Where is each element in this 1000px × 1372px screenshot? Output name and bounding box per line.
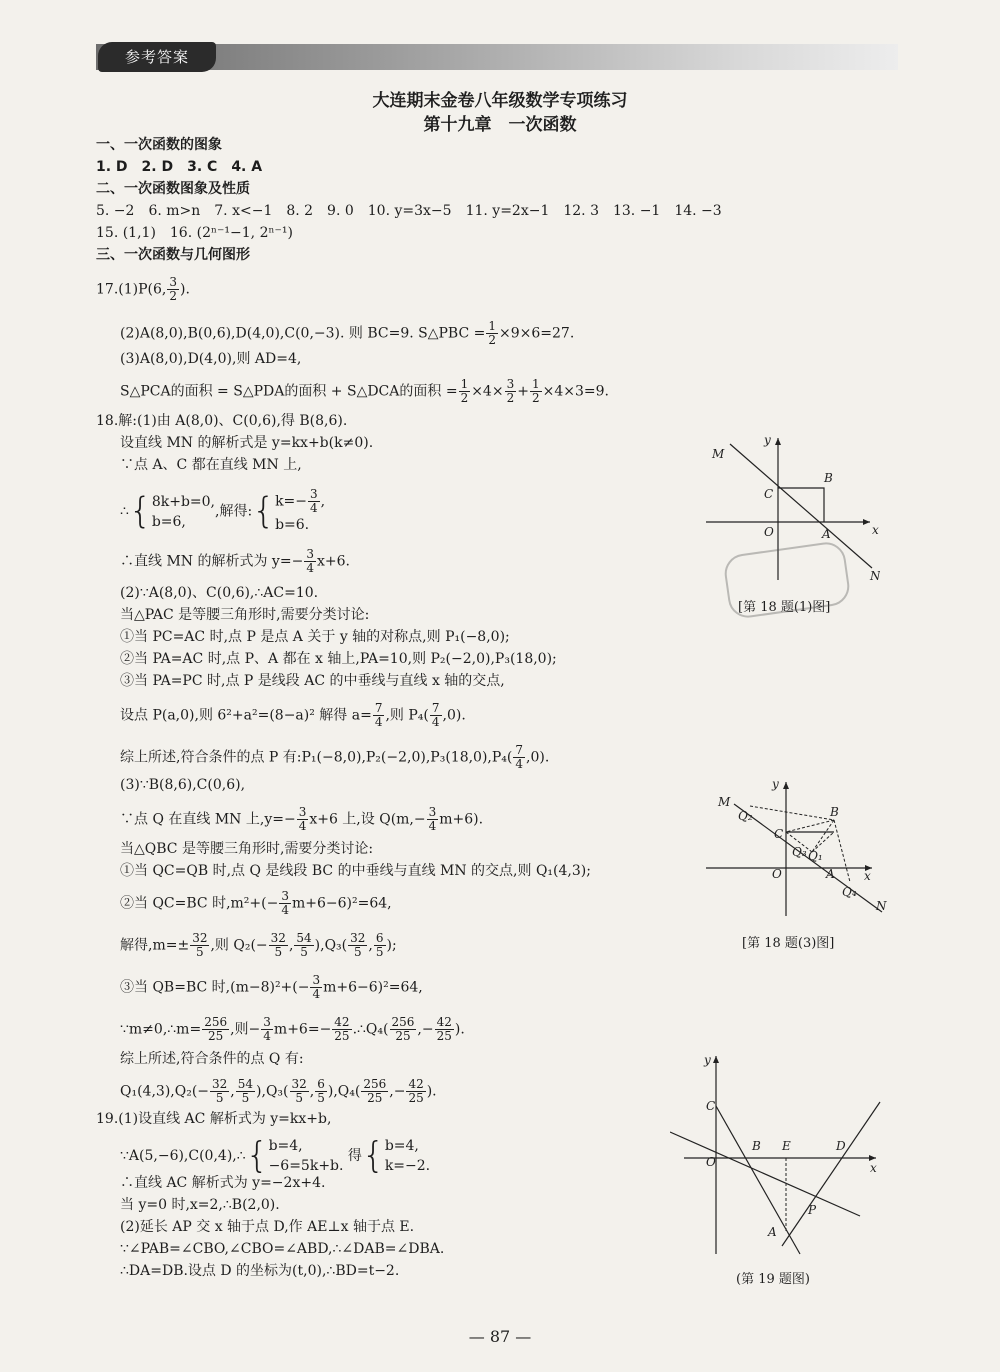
- fig3-y-label: y: [704, 1053, 711, 1067]
- fig2-q2-label: Q₂: [738, 809, 753, 823]
- fig2-x-label: x: [864, 869, 871, 883]
- figure-18-3-caption: [第 18 题(3)图]: [742, 936, 835, 951]
- figure-18-1-caption: [第 18 题(1)图]: [738, 600, 831, 615]
- page-title: 大连期末金卷八年级数学专项练习: [372, 91, 628, 111]
- fig1-b-label: B: [824, 471, 833, 485]
- fig1-a-label: A: [822, 527, 831, 541]
- fig3-p-label: P: [808, 1203, 817, 1217]
- q18-line-15: 当△QBC 是等腰三角形时,需要分类讨论:: [120, 841, 374, 857]
- fig2-y-label: y: [772, 777, 779, 791]
- q19-line-4: 当 y=0 时,x=2,∴B(2,0).: [120, 1197, 280, 1213]
- fig3-a-label: A: [768, 1225, 777, 1239]
- q18-line-8: ①当 PC=AC 时,点 P 是点 A 关于 y 轴的对称点,则 P₁(−8,0);: [120, 629, 510, 645]
- q17-line-4: S△PCA的面积 = S△PDA的面积 + S△DCA的面积 = $\frac{1}{2}$ ×4× $\frac{3}{2}$ + $\frac{1}{2}$ ×4×3=9.: [120, 377, 609, 405]
- fig2-m-label: M: [718, 795, 731, 809]
- fig3-c-label: C: [706, 1099, 716, 1113]
- q19-line-6: ∵∠PAB=∠CBO,∠CBO=∠ABD,∴∠DAB=∠DBA.: [120, 1241, 445, 1257]
- answers-1-4: 1. D 2. D 3. C 4. A: [96, 159, 263, 175]
- answers-5-14: 5. −2 6. m>n 7. x<−1 8. 2 9. 0 10. y=3x−5 11. y=2x−1 12. 3 13. −1 14. −3: [96, 203, 722, 219]
- q18-line-12: 综上所述,符合条件的点 P 有:P₁(−8,0),P₂(−2,0),P₃(18,0),P₄( $\frac{7}{4}$ ,0).: [120, 743, 550, 771]
- page-number: — 87 —: [468, 1327, 532, 1346]
- q18-line-11: 设点 P(a,0),则 6²+a²=(8−a)² 解得 a= $\frac{7}{4}$ ,则 P₄( $\frac{7}{4}$ ,0).: [120, 701, 466, 729]
- fig1-x-label: x: [872, 523, 879, 537]
- q18-line-6: (2)∵A(8,0)、C(0,6),∴AC=10.: [120, 585, 319, 601]
- figure-19: [670, 1050, 890, 1260]
- section-2-heading: 二、一次函数图象及性质: [96, 181, 250, 197]
- q19-line-7: ∴DA=DB.设点 D 的坐标为(t,0),∴BD=t−2.: [120, 1263, 400, 1279]
- fig3-o-label: O: [706, 1155, 716, 1169]
- q17-line-1: 17.(1)P(6, $\frac{3}{2}$ ).: [96, 275, 190, 303]
- q18-line-7: 当△PAC 是等腰三角形时,需要分类讨论:: [120, 607, 370, 623]
- fig1-y-label: y: [764, 433, 771, 447]
- q18-line-16: ①当 QC=QB 时,点 Q 是线段 BC 的中垂线与直线 MN 的交点,则 Q₁(4,3);: [120, 863, 591, 879]
- fig2-a-label: A: [826, 867, 835, 881]
- fig3-x-label: x: [870, 1161, 877, 1175]
- header-tag: 参考答案: [98, 42, 216, 72]
- fig2-o-label: O: [772, 867, 782, 881]
- answers-15-16: 15. (1,1) 16. (2ⁿ⁻¹−1, 2ⁿ⁻¹): [96, 225, 294, 241]
- fig1-c-label: C: [764, 487, 774, 501]
- fig1-o-label: O: [764, 525, 774, 539]
- fig2-q1-label: Q₁: [808, 849, 823, 863]
- q18-system: ∴{8k+b=0, b=6,,解得:{k=− $\frac{3}{4}$ , b=6.: [120, 487, 326, 533]
- fig2-b-label: B: [830, 805, 839, 819]
- fig3-d-label: D: [836, 1139, 846, 1153]
- q18-line-14: ∵点 Q 在直线 MN 上,y=− $\frac{3}{4}$ x+6 上,设 Q(m,− $\frac{3}{4}$ m+6).: [120, 805, 484, 833]
- section-1-heading: 一、一次函数的图象: [96, 137, 222, 153]
- fig1-n-label: N: [870, 569, 880, 583]
- q18-line-21: 综上所述,符合条件的点 Q 有:: [120, 1051, 304, 1067]
- q18-line-20: ∵m≠0,∴m= $\frac{256}{25}$ ,则− $\frac{3}{4}$ m+6=− $\frac{42}{25}$ .∴Q₄( $\frac{256}{25}$ ,− $\frac{42}{25}$ ).: [120, 1015, 465, 1043]
- q18-line-5: ∴直线 MN 的解析式为 y=− $\frac{3}{4}$ x+6.: [120, 547, 350, 575]
- fig1-m-label: M: [712, 447, 725, 461]
- fig2-n-label: N: [876, 899, 887, 913]
- fig2-q3-label: Q₃: [792, 845, 807, 859]
- figure-19-caption: (第 19 题图): [736, 1272, 810, 1287]
- section-3-heading: 三、一次函数与几何图形: [96, 247, 250, 263]
- q18-line-1: 18.解:(1)由 A(8,0)、C(0,6),得 B(8,6).: [96, 413, 348, 429]
- header-bar: [96, 44, 898, 70]
- q19-line-1: 19.(1)设直线 AC 解析式为 y=kx+b,: [96, 1111, 332, 1127]
- q18-line-19: ③当 QB=BC 时,(m−8)²+(− $\frac{3}{4}$ m+6−6)²=64,: [120, 973, 423, 1001]
- q18-line-2: 设直线 MN 的解析式是 y=kx+b(k≠0).: [120, 435, 374, 451]
- q19-system: ∵A(5,−6),C(0,4),∴{b=4, −6=5k+b. 得{b=4, k=−2.: [120, 1135, 431, 1176]
- q19-line-5: (2)延长 AP 交 x 轴于点 D,作 AE⊥x 轴于点 E.: [120, 1219, 415, 1235]
- fig2-c-label: C: [774, 827, 784, 841]
- fig3-e-label: E: [782, 1139, 791, 1153]
- q18-line-9: ②当 PA=AC 时,点 P、A 都在 x 轴上,PA=10,则 P₂(−2,0),P₃(18,0);: [120, 651, 557, 667]
- q18-line-22: Q₁(4,3),Q₂(− $\frac{32}{5}$ , $\frac{54}{5}$ ),Q₃( $\frac{32}{5}$ , $\frac{6}{5}$ ),Q₄( $\frac{256}{25}$ ,− $\frac{42}{25}$ ).: [120, 1077, 437, 1105]
- fig3-b-label: B: [752, 1139, 761, 1153]
- q18-line-18: 解得,m=± $\frac{32}{5}$ ,则 Q₂(− $\frac{32}{5}$ , $\frac{54}{5}$ ),Q₃( $\frac{32}{5}$ , $\frac{6}{5}$ );: [120, 931, 397, 959]
- q18-line-3: ∵点 A、C 都在直线 MN 上,: [120, 457, 302, 473]
- chapter-title: 第十九章 一次函数: [423, 115, 577, 135]
- q17-line-2: (2)A(8,0),B(0,6),D(4,0),C(0,−3). 则 BC=9. S△PBC = $\frac{1}{2}$ ×9×6=27.: [120, 319, 575, 347]
- q18-line-10: ③当 PA=PC 时,点 P 是线段 AC 的中垂线与直线 x 轴的交点,: [120, 673, 505, 689]
- fig2-q4-label: Q₄: [842, 885, 857, 899]
- q19-line-3: ∴直线 AC 解析式为 y=−2x+4.: [120, 1175, 326, 1191]
- figure-18-3: [700, 776, 890, 926]
- q18-line-17: ②当 QC=BC 时,m²+(− $\frac{3}{4}$ m+6−6)²=64,: [120, 889, 392, 917]
- q18-line-13: (3)∵B(8,6),C(0,6),: [120, 777, 246, 793]
- q17-line-3: (3)A(8,0),D(4,0),则 AD=4,: [120, 351, 302, 367]
